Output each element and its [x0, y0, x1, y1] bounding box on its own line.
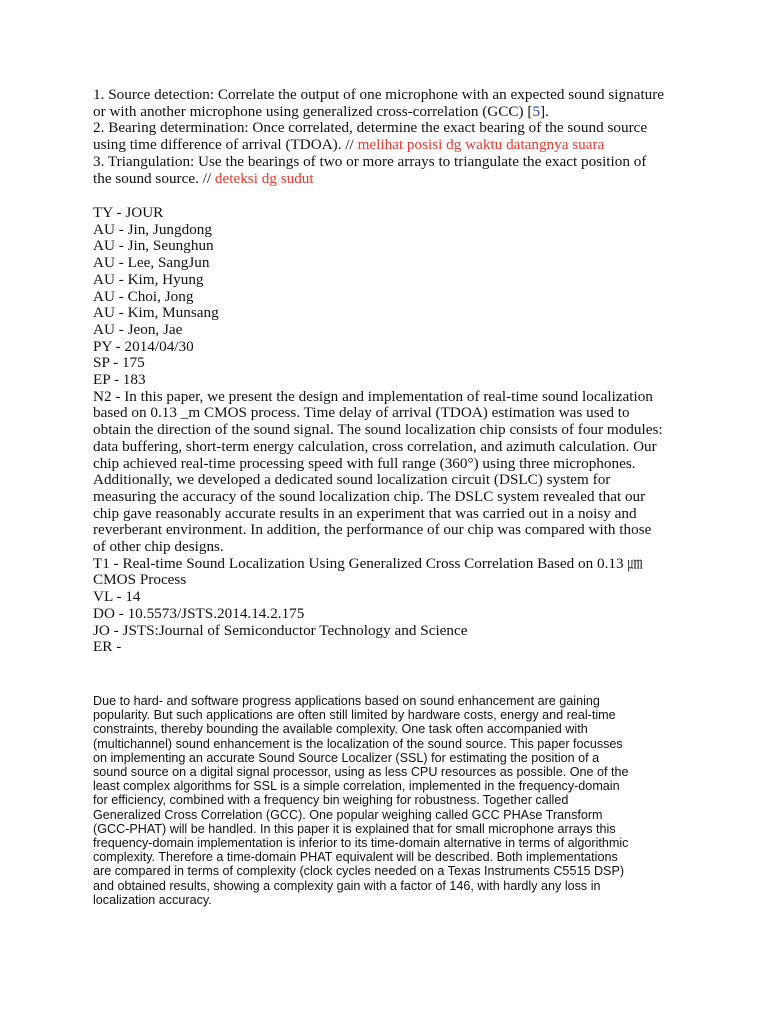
step-2-text: using time difference of arrival (TDOA). // — [93, 136, 358, 154]
ris-citation — [93, 205, 693, 656]
abstract-paragraph — [93, 694, 673, 907]
ris-line: AU - Kim, Munsang — [93, 304, 219, 322]
step-3-line-2 — [93, 171, 693, 188]
step-2-line-1: 2. Bearing determination: Once correlated, determine the exact bearing of the sound source — [93, 119, 648, 137]
reference-link[interactable]: 5 — [532, 102, 541, 120]
step-2-note: melihat posisi dg waktu datangnya suara — [357, 136, 605, 154]
abstract-line: popularity. But such applications are often still limited by hardware costs, energy and real-time — [93, 708, 616, 723]
abstract-line: least complex algorithms for SSL is a simple correlation, implemented in the frequency-domain — [93, 779, 620, 794]
ris-line: DO - 10.5573/JSTS.2014.14.2.175 — [93, 604, 305, 622]
ris-line: VL - 14 — [93, 588, 141, 606]
abstract-line: (GCC-PHAT) will be handled. In this paper it is explained that for small microphone arrays this — [93, 821, 616, 836]
ris-line: chip achieved real-time processing speed with full range (360°) using three microphones. — [93, 454, 636, 472]
abstract-line: Due to hard- and software progress applications based on sound enhancement are gaining — [93, 694, 600, 708]
ris-line: TY - JOUR — [93, 204, 164, 221]
abstract-line: Generalized Cross Correlation (GCC). One popular weighing called GCC PHAse Transform — [93, 807, 603, 822]
ris-line: AU - Lee, SangJun — [93, 254, 210, 272]
ris-line: Additionally, we developed a dedicated sound localization circuit (DSLC) system for — [93, 471, 611, 489]
localization-steps — [93, 87, 693, 187]
ris-line: AU - Jin, Jungdong — [93, 220, 212, 238]
ris-line: PY - 2014/04/30 — [93, 337, 194, 355]
ris-line: SP - 175 — [93, 354, 145, 372]
ris-line: AU - Choi, Jong — [93, 287, 194, 305]
ris-line: EP - 183 — [93, 371, 146, 389]
ris-line: measuring the accuracy of the sound localization chip. The DSLC system revealed that our — [93, 487, 646, 505]
ris-line: T1 - Real-time Sound Localization Using Generalized Cross Correlation Based on 0.13 ㎛ — [93, 554, 643, 572]
ris-line: of other chip designs. — [93, 538, 224, 556]
abstract-line: are compared in terms of complexity (clock cycles needed on a Texas Instruments C5515 DSP) — [93, 864, 625, 879]
abstract-line: and obtained results, showing a complexity gain with a factor of 146, with hardly any loss in — [93, 878, 601, 893]
ris-line: ER - — [93, 638, 122, 656]
abstract-line: sound source on a digital signal processor, using as less CPU resources as possible. One of the — [93, 765, 629, 780]
step-1-line-1: 1. Source detection: Correlate the output of one microphone with an expected sound signature — [93, 86, 665, 103]
abstract-line: constraints, thereby bounding the available complexity. One task often accompanied with — [93, 722, 588, 737]
ris-line: based on 0.13 _m CMOS process. Time delay of arrival (TDOA) estimation was used to — [93, 404, 630, 422]
ris-line: reverberant environment. In addition, the performance of our chip was compared with those — [93, 521, 652, 539]
ris-line: CMOS Process — [93, 571, 187, 589]
ris-line: N2 - In this paper, we present the design and implementation of real-time sound localization — [93, 387, 653, 405]
step-3-line-1: 3. Triangulation: Use the bearings of two or more arrays to triangulate the exact position of — [93, 152, 647, 170]
ris-line: obtain the direction of the sound signal. The sound localization chip consists of four modules: — [93, 421, 663, 439]
ris-line: AU - Kim, Hyung — [93, 270, 204, 288]
abstract-line: (multichannel) sound enhancement is the localization of the sound source. This paper focusses — [93, 736, 623, 751]
step-1-text: or with another microphone using generalized cross-correlation (GCC) [ — [93, 102, 533, 120]
ris-line: data buffering, short-term energy calculation, cross correlation, and azimuth calculation. Our — [93, 437, 657, 455]
step-1-end: ]. — [540, 102, 549, 120]
ris-line: AU - Jin, Seunghun — [93, 237, 214, 255]
ris-line: AU - Jeon, Jae — [93, 320, 183, 338]
step-3-note: deteksi dg sudut — [214, 169, 314, 187]
abstract-line: localization accuracy. — [93, 892, 212, 907]
step-1-line-2 — [93, 104, 693, 121]
abstract-line: complexity. Therefore a time-domain PHAT equivalent will be described. Both implementations — [93, 850, 618, 865]
abstract-line: for efficiency, combined with a frequency bin weighing for robustness. Together called — [93, 793, 569, 808]
abstract-line: frequency-domain implementation is inferior to its time-domain alternative in terms of algorithmic — [93, 836, 629, 851]
step-3-text: the sound source. // — [93, 169, 215, 187]
ris-line: JO - JSTS:Journal of Semiconductor Technology and Science — [93, 621, 468, 639]
abstract-line: on implementing an accurate Sound Source Localizer (SSL) for estimating the position of a — [93, 750, 600, 765]
ris-line: chip gave reasonably accurate results in an experiment that was carried out in a noisy and — [93, 504, 637, 522]
step-2-line-2 — [93, 137, 693, 154]
